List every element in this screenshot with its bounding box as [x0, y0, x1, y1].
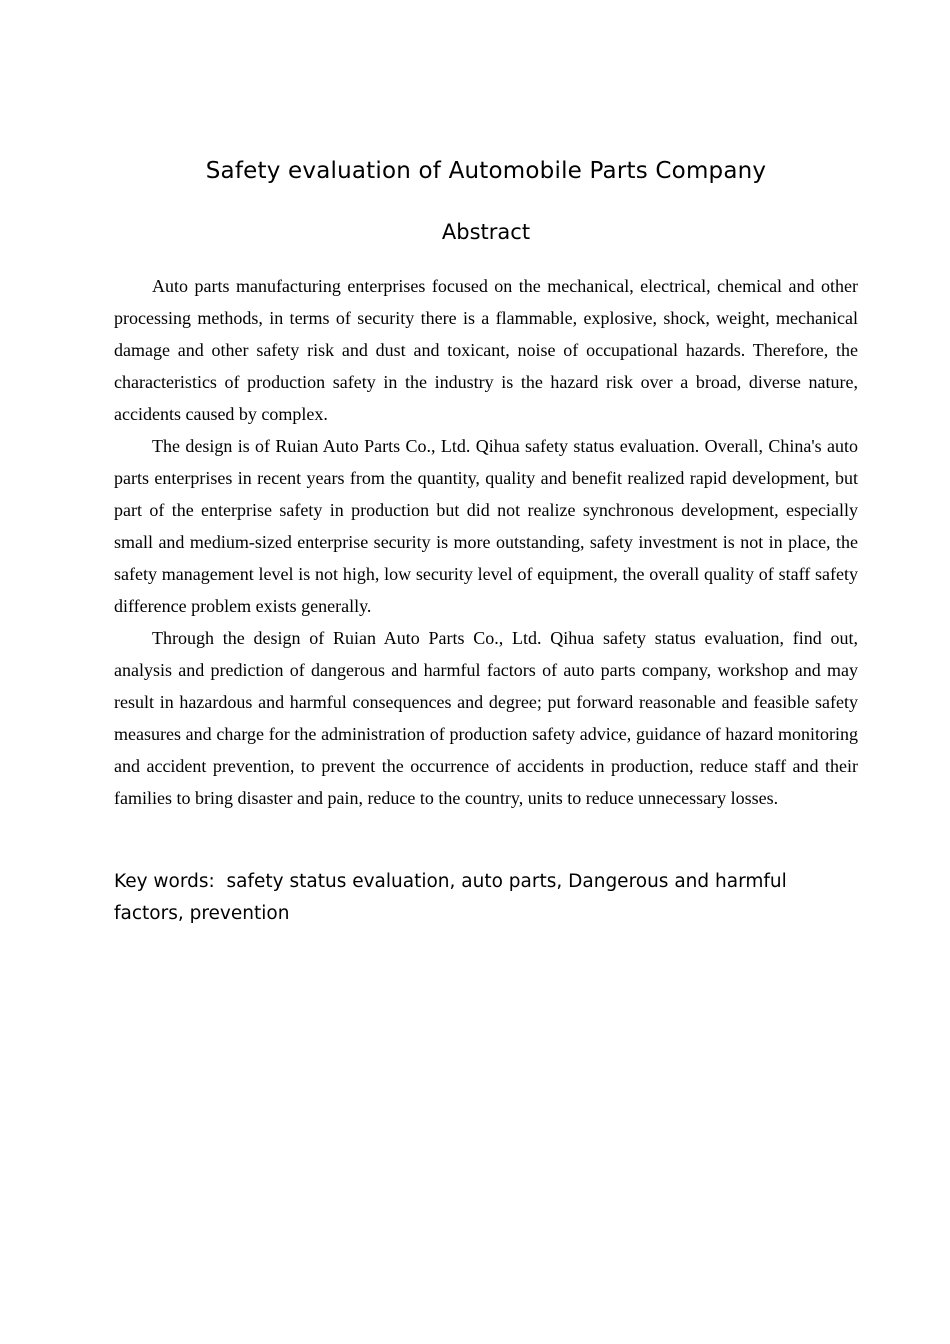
keywords	[114, 866, 858, 930]
keywords-text: safety status evaluation, auto parts, Dangerous and harmful factors, prevention	[114, 871, 787, 924]
abstract-paragraph-2: The design is of Ruian Auto Parts Co., Ltd. Qihua safety status evaluation. Overall, China's auto parts enterprises in recent years from the quantity, quality and benefit realized rapid development, but part of the enterprise safety in production but did not realize synchronous development, especially small and medium-sized enterprise security is more outstanding, safety investment is not in place, the safety management level is not high, low security level of equipment, the overall quality of staff safety difference problem exists generally.	[114, 436, 858, 616]
keywords-label: Key words:	[114, 871, 227, 892]
document-title: Safety evaluation of Automobile Parts Company	[205, 158, 767, 184]
abstract-body	[114, 270, 858, 814]
abstract-paragraph-3: Through the design of Ruian Auto Parts Co., Ltd. Qihua safety status evaluation, find out, analysis and prediction of dangerous and harmful factors of auto parts company, workshop and may result in hazardous and harmful consequences and degree; put forward reasonable and feasible safety measures and charge for the administration of production safety advice, guidance of hazard monitoring and accident prevention, to prevent the occurrence of accidents in production, reduce staff and their families to bring disaster and pain, reduce to the country, units to reduce unnecessary losses.	[114, 628, 858, 808]
abstract-paragraph-1: Auto parts manufacturing enterprises focused on the mechanical, electrical, chemical and other processing methods, in terms of security there is a flammable, explosive, shock, weight, mechanical damage and other safety risk and dust and toxicant, noise of occupational hazards. Therefore, the characteristics of production safety in the industry is the hazard risk over a broad, diverse nature, accidents caused by complex.	[114, 276, 858, 424]
abstract-heading: Abstract	[441, 220, 531, 244]
